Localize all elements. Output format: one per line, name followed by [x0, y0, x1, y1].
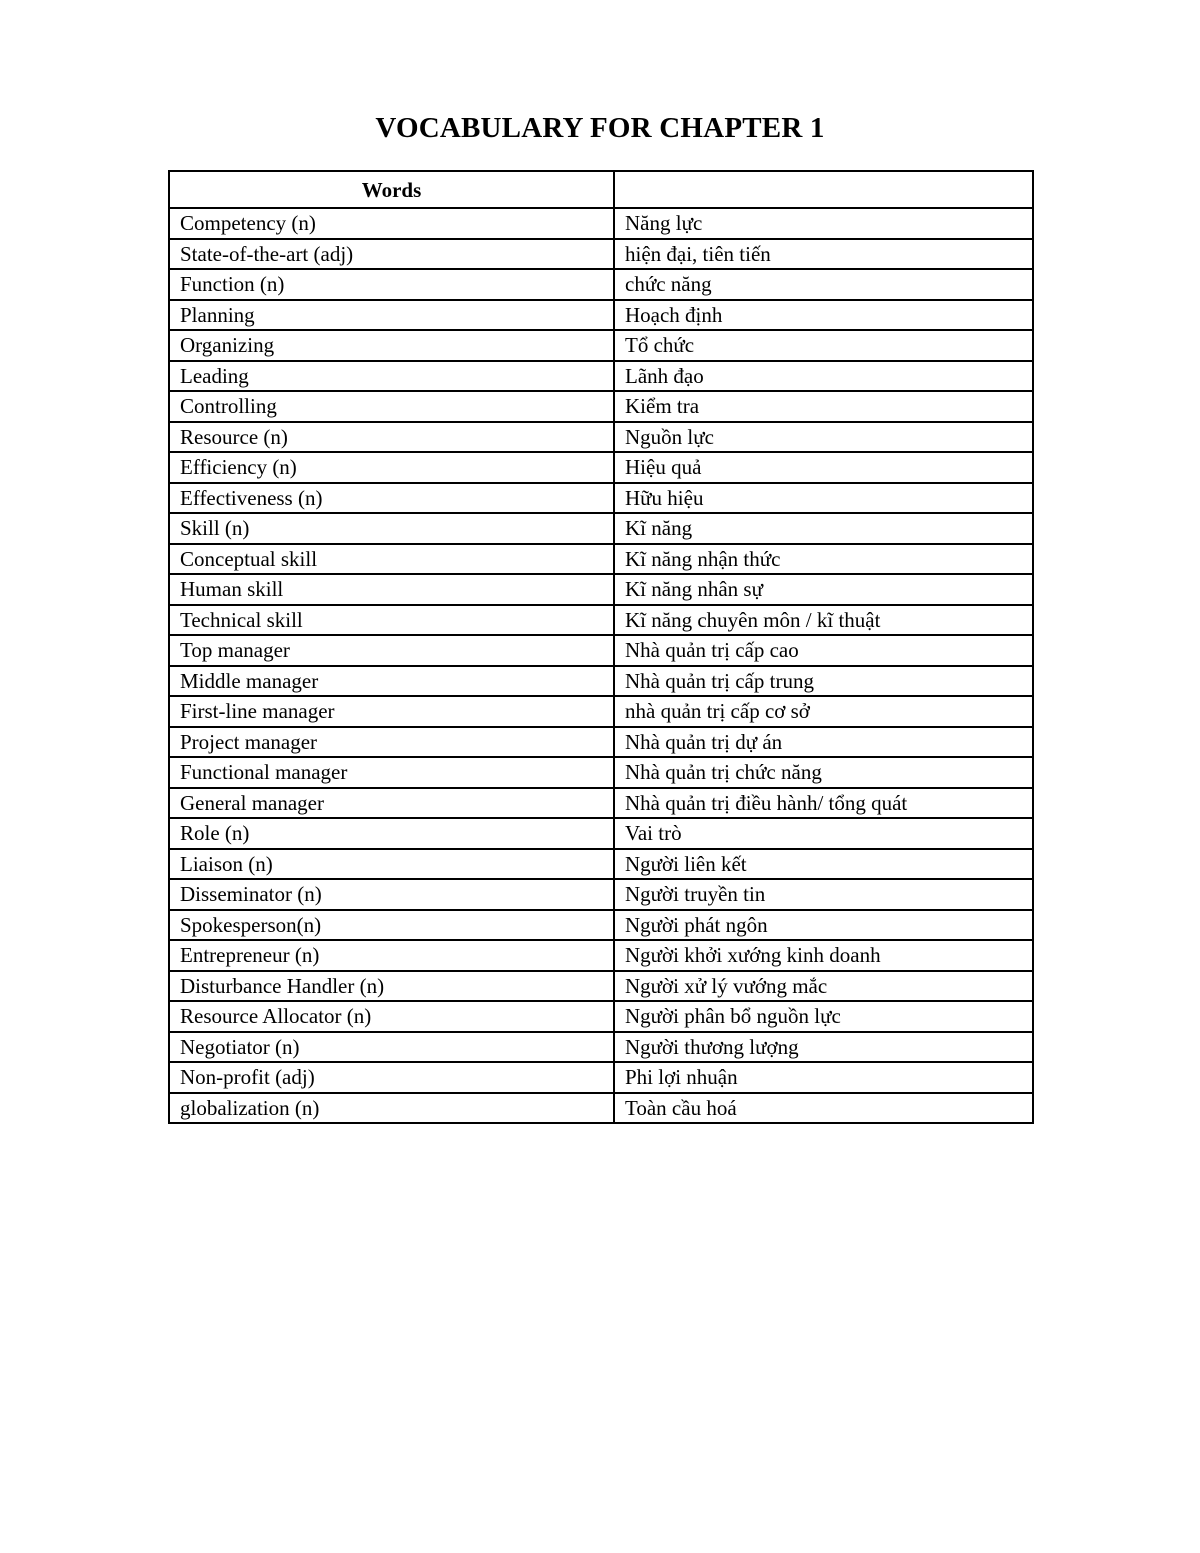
meaning-cell: Hữu hiệu: [614, 483, 1033, 514]
word-cell: Competency (n): [169, 208, 614, 239]
table-row: [169, 300, 1033, 331]
table-row: [169, 635, 1033, 666]
meaning-cell: Người thương lượng: [614, 1032, 1033, 1063]
word-cell: Negotiator (n): [169, 1032, 614, 1063]
word-cell: Disturbance Handler (n): [169, 971, 614, 1002]
table-row: [169, 696, 1033, 727]
meaning-cell: Nhà quản trị điều hành/ tổng quát: [614, 788, 1033, 819]
word-cell: Planning: [169, 300, 614, 331]
meaning-cell: Hoạch định: [614, 300, 1033, 331]
word-cell: Skill (n): [169, 513, 614, 544]
table-row: [169, 574, 1033, 605]
meaning-cell: Người phát ngôn: [614, 910, 1033, 941]
word-cell: Spokesperson(n): [169, 910, 614, 941]
table-row: [169, 1001, 1033, 1032]
word-cell: Middle manager: [169, 666, 614, 697]
word-cell: Effectiveness (n): [169, 483, 614, 514]
word-cell: State-of-the-art (adj): [169, 239, 614, 270]
word-cell: Organizing: [169, 330, 614, 361]
table-row: [169, 910, 1033, 941]
table-row: [169, 1062, 1033, 1093]
word-cell: Liaison (n): [169, 849, 614, 880]
table-row: [169, 269, 1033, 300]
table-row: [169, 483, 1033, 514]
meaning-cell: Hiệu quả: [614, 452, 1033, 483]
word-cell: Project manager: [169, 727, 614, 758]
table-row: [169, 361, 1033, 392]
meaning-cell: nhà quản trị cấp cơ sở: [614, 696, 1033, 727]
table-body: [169, 208, 1033, 1123]
word-cell: Controlling: [169, 391, 614, 422]
table-row: [169, 788, 1033, 819]
table-row: [169, 757, 1033, 788]
table-row: [169, 605, 1033, 636]
meaning-cell: chức năng: [614, 269, 1033, 300]
table-row: [169, 727, 1033, 758]
word-cell: Human skill: [169, 574, 614, 605]
table-row: [169, 940, 1033, 971]
table-row: [169, 879, 1033, 910]
meaning-cell: Lãnh đạo: [614, 361, 1033, 392]
word-cell: Technical skill: [169, 605, 614, 636]
meaning-cell: Kĩ năng: [614, 513, 1033, 544]
meaning-cell: Người phân bổ nguồn lực: [614, 1001, 1033, 1032]
table-row: [169, 849, 1033, 880]
meaning-cell: Phi lợi nhuận: [614, 1062, 1033, 1093]
word-cell: Role (n): [169, 818, 614, 849]
header-meaning: [614, 171, 1033, 208]
table-row: [169, 330, 1033, 361]
word-cell: Entrepreneur (n): [169, 940, 614, 971]
meaning-cell: Năng lực: [614, 208, 1033, 239]
meaning-cell: Người khởi xướng kinh doanh: [614, 940, 1033, 971]
table-row: [169, 452, 1033, 483]
table-row: [169, 666, 1033, 697]
meaning-cell: Toàn cầu hoá: [614, 1093, 1033, 1124]
meaning-cell: Kĩ năng nhận thức: [614, 544, 1033, 575]
table-row: [169, 818, 1033, 849]
table-row: [169, 544, 1033, 575]
table-row: [169, 513, 1033, 544]
table-row: [169, 391, 1033, 422]
table-row: [169, 1032, 1033, 1063]
meaning-cell: Kĩ năng nhân sự: [614, 574, 1033, 605]
meaning-cell: Nhà quản trị cấp cao: [614, 635, 1033, 666]
table-row: [169, 239, 1033, 270]
meaning-cell: Nguồn lực: [614, 422, 1033, 453]
meaning-cell: Người xử lý vướng mắc: [614, 971, 1033, 1002]
meaning-cell: Tổ chức: [614, 330, 1033, 361]
word-cell: Efficiency (n): [169, 452, 614, 483]
word-cell: Functional manager: [169, 757, 614, 788]
table-header-row: [169, 171, 1033, 208]
meaning-cell: Kĩ năng chuyên môn / kĩ thuật: [614, 605, 1033, 636]
table-row: [169, 971, 1033, 1002]
word-cell: First-line manager: [169, 696, 614, 727]
meaning-cell: Kiểm tra: [614, 391, 1033, 422]
word-cell: globalization (n): [169, 1093, 614, 1124]
word-cell: Non-profit (adj): [169, 1062, 614, 1093]
meaning-cell: Nhà quản trị dự án: [614, 727, 1033, 758]
meaning-cell: Người liên kết: [614, 849, 1033, 880]
table-row: [169, 422, 1033, 453]
table-row: [169, 1093, 1033, 1124]
table-row: [169, 208, 1033, 239]
meaning-cell: hiện đại, tiên tiến: [614, 239, 1033, 270]
word-cell: General manager: [169, 788, 614, 819]
page-title: VOCABULARY FOR CHAPTER 1: [375, 112, 825, 144]
word-cell: Top manager: [169, 635, 614, 666]
header-words: Words: [169, 171, 614, 208]
word-cell: Disseminator (n): [169, 879, 614, 910]
word-cell: Leading: [169, 361, 614, 392]
vocabulary-table: [168, 170, 1034, 1124]
meaning-cell: Người truyền tin: [614, 879, 1033, 910]
word-cell: Conceptual skill: [169, 544, 614, 575]
meaning-cell: Vai trò: [614, 818, 1033, 849]
word-cell: Resource Allocator (n): [169, 1001, 614, 1032]
word-cell: Resource (n): [169, 422, 614, 453]
word-cell: Function (n): [169, 269, 614, 300]
meaning-cell: Nhà quản trị cấp trung: [614, 666, 1033, 697]
meaning-cell: Nhà quản trị chức năng: [614, 757, 1033, 788]
